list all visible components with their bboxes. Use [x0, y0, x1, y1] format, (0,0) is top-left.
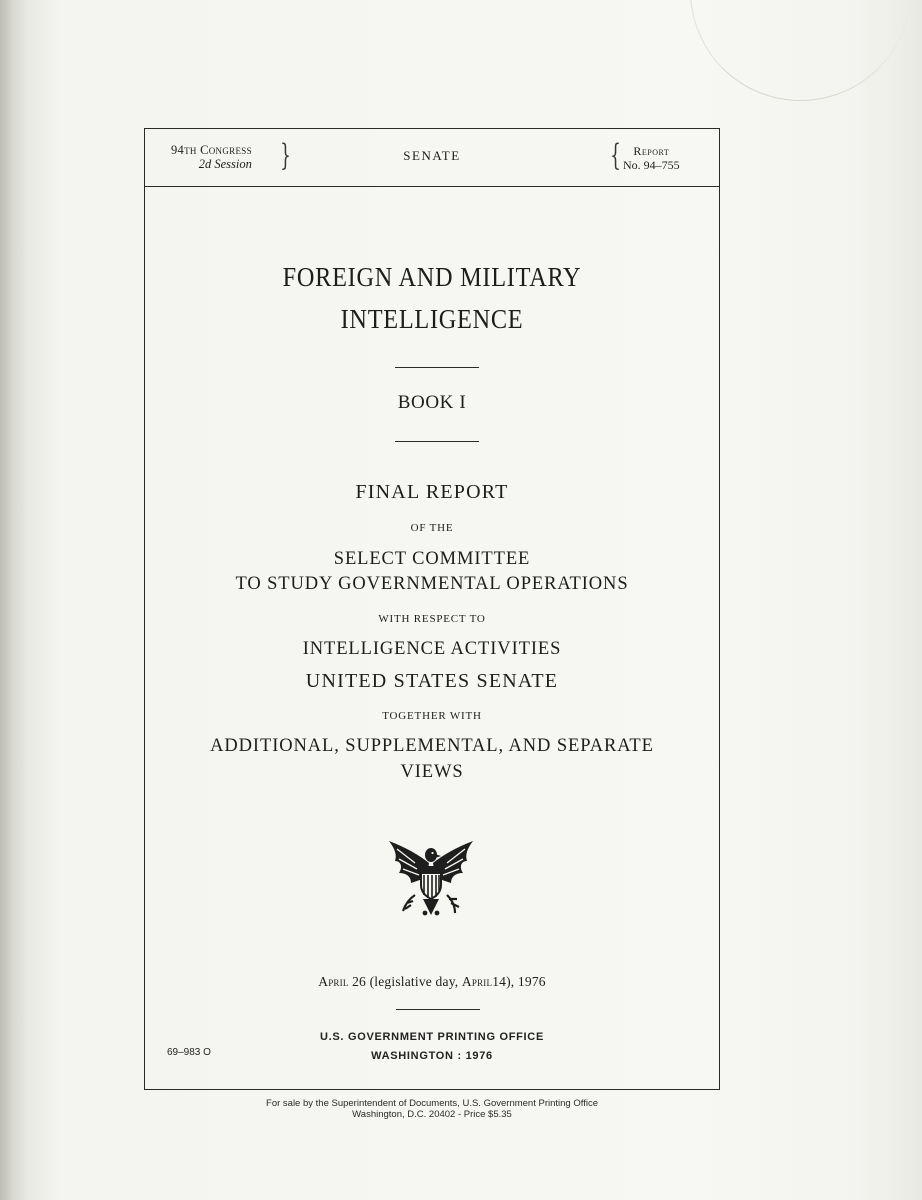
date-day-2: 14), 1976 — [492, 974, 546, 989]
senate-line: UNITED STATES SENATE — [305, 670, 559, 692]
title-page-frame — [144, 128, 720, 1090]
of-the-text: OF THE — [410, 522, 454, 534]
final-report-heading: FINAL REPORT — [355, 481, 509, 503]
document-title — [174, 256, 691, 340]
report-number-block — [623, 144, 680, 172]
report-date — [145, 974, 719, 990]
binding-shadow — [0, 0, 26, 1200]
report-number: No. 94–755 — [623, 158, 680, 172]
sale-notice-line-2: Washington, D.C. 20402 - Price $5.35 — [352, 1109, 512, 1120]
left-brace-icon: { — [610, 138, 621, 173]
publisher-block — [145, 1028, 719, 1066]
eagle-seal-icon — [385, 833, 477, 925]
header-divider — [145, 186, 719, 187]
divider-rule-upper — [395, 367, 479, 368]
publisher-name: U.S. GOVERNMENT PRINTING OFFICE — [320, 1031, 544, 1043]
views-line-2: VIEWS — [400, 762, 464, 782]
report-header — [145, 129, 719, 187]
date-month-2: April — [461, 974, 493, 989]
report-label: Report — [633, 144, 670, 158]
publisher-place: WASHINGTON : 1976 — [371, 1050, 493, 1062]
divider-rule-date — [396, 1009, 480, 1010]
committee-name: SELECT COMMITTEE — [333, 549, 531, 569]
page-edge — [860, 0, 922, 1200]
title-line-1: FOREIGN AND MILITARY — [282, 262, 582, 292]
subject-line: INTELLIGENCE ACTIVITIES — [302, 639, 562, 659]
book-number: BOOK I — [397, 392, 467, 413]
date-month-1: April — [318, 974, 349, 989]
session-number: 2d Session — [198, 157, 252, 171]
date-day-1: 26 — [352, 974, 367, 989]
right-brace-icon: } — [280, 138, 291, 173]
sale-notice-line-1: For sale by the Superintendent of Documents, U.S. Government Printing Office — [266, 1098, 598, 1109]
divider-rule-lower — [395, 441, 479, 442]
together-with-text: TOGETHER WITH — [382, 710, 482, 722]
congress-number: 94th Congress — [171, 143, 252, 157]
chamber-name: SENATE — [403, 148, 461, 163]
committee-purpose: TO STUDY GOVERNMENTAL OPERATIONS — [235, 574, 629, 594]
job-number: 69–983 O — [167, 1047, 211, 1058]
sale-notice — [144, 1098, 720, 1120]
with-respect-to-text: WITH RESPECT TO — [378, 613, 486, 625]
views-line-1: ADDITIONAL, SUPPLEMENTAL, AND SEPARATE — [210, 736, 654, 756]
date-legislative-prefix: (legislative day, — [369, 974, 459, 989]
title-line-2: INTELLIGENCE — [340, 304, 524, 334]
